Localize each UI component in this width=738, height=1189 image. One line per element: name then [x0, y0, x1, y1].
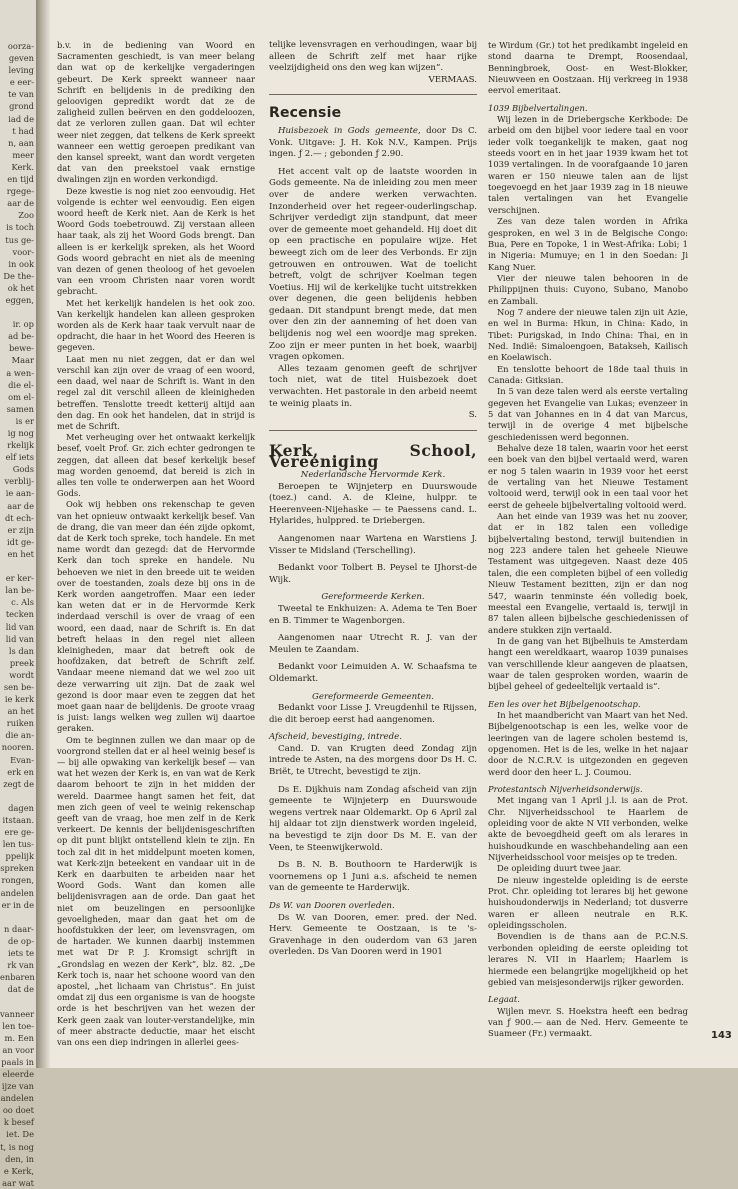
previous-page-fragment: n, aan: [8, 137, 34, 148]
previous-page-fragment: spreken: [0, 863, 34, 874]
column-1: [57, 40, 255, 1048]
recensie-heading: Recensie: [269, 105, 342, 122]
previous-page-fragment: preek: [9, 657, 34, 668]
previous-page-fragment: m. Een: [4, 1032, 34, 1043]
previous-page-fragment: Gods: [12, 464, 34, 475]
news-item: Aangenomen naar Wartena en Warstiens J. Visser te Midsland (Terschelling).: [269, 533, 477, 556]
bijbel-paragraph: En tenslotte behoort de 18de taal thuis in Canada: Gitksian.: [488, 363, 688, 385]
col1-paragraph: Laat men nu niet zeggen, dat er dan wel verschil kan zijn over de vraag of een woord, een daad, wel naar de Schrift is. Want in den regel zal dit verschil alleen de kleinigheden betreffen. Tenslotte treedt ketterij altijd aan den dag. En ook het handelen, dat in strijd is met de Schrift.: [57, 353, 255, 431]
previous-page-fragment: ad be-: [8, 331, 34, 342]
news-item: Ds E. Dijkhuis nam Zondag afscheid van zijn gemeente te Wijnjeterp en Duurswoude wegens vertrek naar Oldemarkt. Op 6 April zal hij aldaar tot zijn dienstwerk worden ingeleid, na bevestigd te zijn door Ds M. E. van der Veen, te Steenwijkerwold.: [269, 784, 477, 853]
previous-page-fragment: eleerde: [2, 1068, 34, 1079]
previous-page-fragment: [0, 995, 34, 1007]
previous-page-fragment: aar wat: [2, 1177, 34, 1188]
bijbel-paragraph: Wij lezen in de Driebergsche Kerkbode: De arbeid om den bijbel voor iedere taal en voor ieder volk toegankelijk te maken, gaat nog steeds voort en in het jaar 1939 kwam het tot 1039 vertalingen. In de voorafgaande 10 jaren waren er 150 nieuwe talen aan de lijst toegevoegd en het jaar 1939 zag in 18 nieuwe talen vertalingen van het Evangelie verschijnen.: [488, 114, 688, 215]
previous-page-fragment: ere ge-: [4, 827, 34, 838]
previous-page-fragment: is toch: [6, 222, 34, 233]
previous-page-fragment: meer: [12, 149, 34, 160]
previous-page-fragment: ppelijk: [5, 851, 34, 862]
previous-page-fragment: len toe-: [2, 1020, 34, 1031]
previous-page-fragment: len tus-: [2, 839, 34, 850]
previous-page-fragment: ir. op: [12, 319, 34, 330]
bijbel-paragraph: Zes van deze talen worden in Afrika gesproken, en wel 3 in de Belgische Congo: Bua, Pere en Topoke, 1 in West-Afrika: Lobi; 1 in Nigeria: Mumuye; en 1 in den Soedan: Ji Kang Nuer.: [488, 216, 688, 272]
previous-page-fragment: enbaren: [0, 972, 35, 983]
news-item: Aangenomen naar Utrecht R. J. van der Meulen te Zaandam.: [269, 633, 477, 655]
obituary-text: Ds W. van Dooren, emer. pred. der Ned. Herv. Gemeente te Oostzaan, is te 's-Gravenhage in den ouderdom van 63 jaren overleden. Ds Van Dooren werd in 1901: [269, 912, 477, 958]
bijbel-heading: 1039 Bijbelvertalingen.: [488, 102, 588, 113]
previous-page-fragment: idt ge-: [7, 536, 34, 547]
previous-page-fragment: itstaan.: [2, 815, 34, 825]
previous-page-fragment: lid van: [5, 621, 34, 632]
previous-page-fragment: oorza-: [7, 41, 34, 51]
review-paragraph: Het accent valt op de laatste woorden in Gods gemeente. Na de inleiding zou men meer over de andere werken verwachten. Inzonderheid over het regeer-ouderlingschap. Schrijver verdedigt zijn standpunt, dat meer over de gemeente moet gehandeld. Hij doet dit op een practische en populaire wijze. Het beweegt zich om de leer des Verbonds. Er zijn getrouwen en ontrouwen. Wat de toelicht betreft, volgt de schrijver Koelman tegen Voetius. Hij wil de kerkelijke tucht uitstrekken over degenen, die geen belijdenis hebben gedaan. Dit standpunt brengt mede, dat men over den zin der aanneming of het doen van belijdenis nog wel een woordje mag spreken. Zoo zijn er meer punten in het boek, waarbij vragen opkomen.: [269, 166, 477, 363]
news-item: Tweetal te Enkhuizen: A. Adema te Ten Boer en B. Timmer te Wagenborgen.: [269, 603, 477, 626]
column-3: [488, 40, 688, 1040]
previous-page-fragment: de op-: [8, 935, 34, 946]
bijbel-paragraph: Behalve deze 18 talen, waarin voor het eerst een boek van den bijbel vertaald werd, waren er nog 5 talen waarin in 1939 voor het eerst de vertaling van het Nieuwe Testament voltooid werd, terwijl ook in een taal voor het eerst de geheele bijbelvertaling voltooid werd.: [488, 443, 688, 510]
previous-page-fragment: rk van: [7, 960, 34, 971]
previous-page-fragment: t had: [12, 125, 34, 136]
previous-page-fragment: sen be-: [3, 681, 34, 692]
previous-page-fragment: e Kerk,: [3, 1165, 34, 1176]
previous-page-fragment: zegt de: [3, 778, 34, 789]
previous-page-fragment: er ker-: [5, 573, 34, 584]
col1-paragraph: Met verheuging over het ontwaakt kerkelijk besef, voelt Prof. Gr. zich echter gedrongen te zeggen, dat alleen dat besef kerkelijk besef mag worden genoemd, dat bereid is zich in alles ten volle te onderwerpen aan het Woord Gods.: [57, 432, 255, 499]
review-paragraph: Alles tezaam genomen geeft de schrijver toch niet, wat de titel Huisbezoek doet verwachten. Het pastorale in den arbeid neemt te weinig plaats in.: [269, 363, 477, 409]
col1-paragraph: Met het kerkelijk handelen is het ook zoo. Van kerkelijk handelen kan alleen gesproken worden als de Kerk haar taak vervult naar de opdracht, die haar in het Woord des Heeren is gegeven.: [57, 297, 255, 353]
previous-page-fragment: er in de: [1, 899, 34, 910]
nijverheid-paragraph: De nieuw ingestelde opleiding is de eerste Prot. Chr. opleiding tot lerares bij het gewone huishoudonderwijs in Nederland; tot dusverre waren er alleen neutrale en R.K. opleidingsscholen.: [488, 874, 688, 931]
book-title: Huisbezoek in Gods gemeente,: [278, 125, 421, 136]
previous-page-fragment: samen: [6, 403, 34, 414]
previous-page-fragment: bewe-: [8, 343, 34, 354]
book-citation: [269, 126, 477, 161]
previous-page-fragment: k besef: [3, 1117, 34, 1128]
previous-page-fragment: is er: [15, 415, 34, 426]
previous-page-strip: [0, 0, 37, 1188]
previous-page-fragment: dt ech-: [5, 512, 34, 523]
bijbel-paragraph: Nog 7 andere der nieuwe talen zijn uit Azie, en wel in Burma: Hkun, in China: Kado, in Tibet: Purigskad, in Indo China: Thai, en in Ned. Indië: Simaloengoen, Batakseh, Kailisch en Koelawisch.: [488, 306, 688, 363]
previous-page-fragment: aar de: [7, 500, 34, 511]
gk-heading: Gereformeerde Kerken.: [321, 592, 425, 603]
previous-page-fragment: iad de: [8, 113, 34, 124]
bijbel-paragraph: Vier der nieuwe talen behooren in de Philippijnen thuis: Cuyono, Subano, Manobo en Zambali.: [488, 272, 688, 306]
legaat-heading: Legaat.: [488, 994, 520, 1005]
previous-page-fragment: die el-: [8, 379, 34, 390]
previous-page-fragment: ie aan-: [5, 488, 34, 499]
news-item: Cand. D. van Krugten deed Zondag zijn intrede te Asten, na des morgens door Ds H. C. Briët, te Utrecht, bevestigd te zijn.: [269, 743, 477, 778]
news-item: Bedankt voor Leimuiden A. W. Schaafsma te Oldemarkt.: [269, 662, 477, 684]
previous-page-fragment: ig nog: [7, 428, 34, 438]
previous-page-fragment: er zijn: [7, 524, 34, 535]
section-divider: [269, 94, 477, 95]
obituary-heading: Ds W. van Dooren overleden.: [269, 901, 395, 911]
previous-page-fragment: ijze van: [1, 1081, 34, 1092]
previous-page-fragment: [0, 790, 34, 802]
previous-page-fragment: andelen: [0, 1093, 34, 1104]
previous-page-fragment: an voor: [2, 1044, 34, 1055]
previous-page-fragment: leving: [8, 65, 34, 76]
col1-paragraph: Om te beginnen zullen we dan maar op de voorgrond stellen dat er al heel weinig besef is — bij alle opwaking van kerkelijk besef — van wat het wezen der Kerk is, en van wat de Kerk daarom behoort te zijn in het midden der wereld. Daarmee hangt samen het feit, dat men zich geen of veel te weinig rekenschap geeft van de vraag, hoe men zelf in de Kerk verkeert. De kennis der belijdenisgeschriften op dit punt blijkt ontstellend klein te zijn. En toch zal dit in het middelpunt moeten komen, wat Kerk-zijn beteekent en vandaar uit in de Kerk en daarbuiten te arbeiden naar het Woord Gods. Want dan komen alle belijdenisvragen aan de orde. Dan gaat het niet om beuzelingen en persoonlijke gevoeligheden, maar dan gaat het om de hoofdstukken der leer, om levensvragen, om de hartader. We kunnen daarbij instemmen met wat Dr P. J. Kromsigt schrijft in „Grondslag en wezen der Kerk”, blz. 82. „De Kerk toch is, naar het schoone woord van den apostel, „het lichaam van Christus”. En juist omdat zij dus een organisme is van de hoogste orde is het beschrijven van het wezen der Kerk geen zaak van louter-verstandelijke, min of meer abstracte deductie, maar het eischt van ons een diep indringen in allerlei gees-: [57, 734, 255, 1048]
bijbelgenootschap-heading: Een les over het Bijbelgenootschap.: [488, 698, 641, 709]
bijbel-paragraph: In de gang van het Bijbelhuis te Amsterdam hangt een wereldkaart, waarop 1039 punaises van verschillende kleur aangeven de plaatsen, waar de talen gesproken worden, waarin de bijbel geheel of gedeeltelijk vertaald is”.: [488, 635, 688, 692]
previous-page-fragment: den, in: [5, 1153, 34, 1164]
previous-page-fragment: [0, 560, 34, 572]
gg-heading: Gereformeerde Gemeenten.: [312, 691, 434, 702]
previous-page-fragment: Kerk.: [11, 161, 34, 172]
previous-page-fragment: ls dan: [8, 645, 34, 656]
previous-page-fragment: Evan-: [10, 754, 34, 765]
col2-intro: telijke levensvragen en verhoudingen, waar bij alleen de Schrift zelf met haar rijke veelzijdigheid ons den weg kan wijzen”.: [269, 40, 477, 74]
previous-page-fragment: iets te: [7, 948, 34, 959]
previous-page-fragment: grond: [9, 101, 34, 112]
previous-page-fragment: geven: [8, 53, 34, 64]
previous-page-fragment: an het: [7, 706, 34, 717]
previous-page-fragment: lid van: [5, 633, 34, 644]
bijbelgenootschap-text: In het maandbericht van Maart van het Ned. Bijbelgenootschap is een les, welke voor de leeringen van de lagere scholen bestemd is, opgenomen. Het is de les, welke in het najaar door de N.C.R.V. is uitgezonden en gegeven werd door den heer L. J. Coumou.: [488, 709, 688, 777]
previous-page-fragment: om el-: [8, 391, 34, 402]
review-signature: S.: [468, 410, 477, 421]
previous-page-fragment: te van: [8, 89, 34, 100]
previous-page-fragment: tus ge-: [5, 234, 34, 245]
previous-page-fragment: [0, 911, 34, 923]
binding-gutter: [36, 0, 50, 1068]
previous-page-fragments: [0, 0, 36, 1189]
previous-page-fragment: voor-: [12, 246, 34, 257]
previous-page-fragment: iet. De: [6, 1129, 34, 1140]
previous-page-fragment: aar de: [7, 198, 34, 209]
news-item: Bedankt voor Tolbert B. Peysel te IJhorst-de Wijk.: [269, 563, 477, 585]
previous-page-fragment: elf iets: [5, 452, 34, 463]
previous-page-fragment: paals in: [1, 1056, 34, 1067]
previous-page-fragment: lan be-: [5, 585, 34, 596]
previous-page-fragment: rkelijk: [7, 440, 34, 451]
previous-page-fragment: a wen-: [6, 367, 34, 378]
previous-page-fragment: Zoo: [18, 210, 34, 221]
previous-page-fragment: n daar-: [4, 923, 34, 934]
nhk-heading: Nederlandsche Hervormde Kerk.: [300, 470, 446, 480]
previous-page-fragment: De the-: [3, 270, 34, 281]
previous-page-fragment: die an-: [5, 730, 34, 741]
previous-page-fragment: ie kerk: [4, 694, 34, 705]
previous-page-fragment: rongen,: [1, 875, 34, 886]
bijbel-paragraph: Aan het einde van 1939 was het nu zoover, dat er in 182 talen een volledige bijbelvertaling bestond, terwijl buitendien in nog 223 andere talen het geheele Nieuwe Testament was uitgegeven. Naast deze 405 talen, die een completen bijbel of een volledig Nieuw Testament bezitten, zijn er dan nog 547, waarin tenminste één volledig boek, meestal een Evangelie, vertaald is, terwijl in 87 talen alleen bijbelsche geschiedenissen of andere stukken zijn vertaald.: [488, 511, 688, 635]
previous-page-fragment: ruiken: [6, 718, 34, 729]
page-number: 143: [711, 1030, 732, 1041]
legaat-text: Wijlen mevr. S. Hoekstra heeft een bedrag van ƒ 900.— aan de Ned. Herv. Gemeente te Suameer (Fr.) vermaakt.: [488, 1005, 688, 1039]
previous-page-fragment: dat de: [7, 984, 34, 995]
previous-page-fragment: e eer-: [9, 77, 34, 88]
previous-page-fragment: c. Als: [11, 597, 34, 608]
news-item: Ds B. N. B. Bouthoorn te Harderwijk is voornemens op 1 Juni a.s. afscheid te nemen van de gemeente te Harderwijk.: [269, 860, 477, 894]
previous-page-fragment: ok het: [7, 282, 34, 293]
previous-page-fragment: oo doet: [2, 1105, 34, 1116]
nijverheid-paragraph: De opleiding duurt twee jaar.: [497, 863, 622, 874]
previous-page-fragment: eggen,: [5, 294, 34, 305]
author-signature: VERMAAS.: [428, 74, 477, 85]
previous-page-fragment: en tijd: [7, 174, 34, 185]
col3-intro: te Wirdum (Gr.) tot het predikambt ingeleid en stond daarna te Drempt, Roosendaal, Benningbroek, Oost- en West-Blokker, Nieuwveen en Oostzaan. Hij verkreeg in 1938 eervol emeritaat.: [488, 40, 688, 96]
news-item: Bedankt voor Lisse J. Vreugdenhil te Rijssen, die dit beroep eerst had aangenomen.: [269, 703, 477, 725]
column-2: [269, 40, 477, 959]
previous-page-fragment: nooren.: [1, 742, 34, 753]
kerk-school-heading: Kerk, School, Vereeniging: [269, 440, 477, 472]
previous-page-fragment: rgege-: [6, 186, 34, 197]
previous-page-fragment: in ook: [8, 258, 34, 269]
col1-paragraph: Ook wij hebben ons rekenschap te geven van het opnieuw ontwaakt kerkelijk besef. Van de drang, die van meer dan één zijde opkomt, dat de Kerk toch spreke, toch handele. En met name wordt dan gezegd: dat de Hervormde Kerk dan toch spreke en handele. Nu behoeven we niet in den breede uit te weiden over de toestanden, zoals deze bij ons in de Kerk worden aangetroffen. Maar een ieder kan weten dat er in de Hervormde Kerk inderdaad verschil is over de vraag of een woord, een daad, naar de Schrift is. En dat betreft helaas in den regel niet alleen kleinigheden, maar dat betreft ook de hoofdzaken, dat betreft de Schrift zelf. Vandaar meene niemand dat we wel zoo uit deze verwarring uit zijn. Dat de zaak wel gezond is door maar even te zeggen dat het moet gaan naar de belijdenis. De groote vraag is juist: langs welken weg zullen wij daartoe geraken.: [57, 499, 255, 734]
previous-page-fragment: [0, 306, 34, 318]
previous-page-fragment: verblij-: [4, 476, 34, 487]
previous-page-fragment: dagen: [8, 802, 34, 813]
col1-paragraph: Deze kwestie is nog niet zoo eenvoudig. Het volgende is echter wel eenvoudig. Een eigen woord heeft de Kerk niet. Aan de Kerk is het Woord Gods toebetrouwd. Zij verstaan alleen haar taak, als zij het Woord Gods brengt. Dan alleen is er kerkelijk spreken, als het Woord Gods woord gebracht en niet als de meening van dezen of genen theoloog of het gevoelen van een vroom Christen naar voren wordt gebracht.: [57, 185, 255, 297]
section-divider: [269, 430, 477, 431]
previous-page-fragment: en het: [7, 548, 34, 559]
nijverheid-paragraph: Met ingang van 1 April j.l. is aan de Prot. Chr. Nijverheidsschool te Haarlem de opleiding voor de akte N VII verbonden, welke akte de bevoegdheid geeft om als lerares in huishoudkunde en waschbehandeling aan een Nijverheidsschool voor meisjes op te treden.: [488, 795, 688, 863]
previous-page-fragment: Maar: [11, 355, 34, 366]
previous-page-fragment: tecken: [5, 609, 34, 620]
previous-page-fragment: wordt: [9, 669, 34, 680]
nijverheid-heading: Protestantsch Nijverheidsonderwijs.: [488, 784, 643, 794]
col1-paragraph: b.v. in de bediening van Woord en Sacramenten geschiedt, is van meer belang dan wat op de kerkelijke vergaderingen gebeurt. De Kerk spreekt wanneer naar Schrift en belijdenis in de prediking den geloovigen gepredikt wordt dat ze de zaligheid zullen beërven en den goddeloozen, dat ze verloren zullen gaan. Dat wil echter weer niet zeggen, dat telkens de Kerk spreekt wanneer een wettig geroepen predikant van den kansel spreekt, want dan wordt vergeten dat van den preekstoel vaak ernstige dwalingen zijn en worden verkondigd.: [57, 40, 255, 185]
previous-page-fragment: vanneer: [0, 1008, 35, 1019]
book-details: door Ds C. Vonk. Uitgave: J. H. Kok N.V., Kampen. Prijs ingen. ƒ 2.— ; gebonden ƒ 2.90.: [269, 125, 477, 160]
previous-page-fragment: t, is nog: [0, 1141, 34, 1152]
news-item: Beroepen te Wijnjeterp en Duurswoude (toez.) cand. A. de Kleine, hulppr. te Heerenveen-Nijehaske — te Paessens cand. L. Hylarides, hulppred. te Driebergen.: [269, 481, 477, 527]
nijverheid-paragraph: Bovendien is de thans aan de P.C.N.S. verbonden opleiding de eerste opleiding tot lerares N. VII in Haarlem; Haarlem is hiermede een belangrijke mogelijkheid op het gebied van meisjesonderwijs rijker geworden.: [488, 931, 688, 987]
afscheid-heading: Afscheid, bevestiging, intrede.: [269, 732, 402, 743]
previous-page-fragment: erk en: [7, 766, 34, 777]
previous-page-fragment: andelen: [0, 887, 34, 898]
bijbel-paragraph: In 5 van deze talen werd als eerste vertaling gegeven het Evangelie van Lukas; evenzeer in 5 dat van Johannes en in 4 dat van Marcus, terwijl in de overige 4 met bijbelsche geschiedenissen werd begonnen.: [488, 386, 688, 442]
